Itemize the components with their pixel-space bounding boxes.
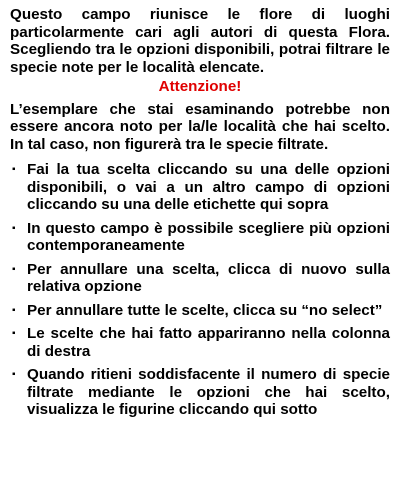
- list-item: [10, 161, 390, 214]
- list-item: [10, 261, 390, 296]
- list-item-text: Per annullare tutte le scelte, clicca su “no select”: [27, 301, 383, 319]
- intro-paragraph: Questo campo riunisce le flore di luoghi particolarmente cari agli autori di questa Flora. Scegliendo tra le opzioni disponibili, potrai filtrare le specie note per le località elencate.: [10, 6, 390, 76]
- list-item-text: Per annullare una scelta, clicca di nuovo sulla relativa opzione: [27, 260, 390, 295]
- bullet-icon: ▪: [12, 222, 16, 234]
- instructions-list: [10, 161, 390, 419]
- list-item-text: In questo campo è possibile scegliere più opzioni contemporaneamente: [27, 219, 390, 254]
- bullet-icon: ▪: [12, 164, 16, 175]
- bullet-icon: ▪: [12, 369, 16, 380]
- warning-title: Attenzione!: [158, 78, 242, 95]
- bullet-icon: ▪: [12, 304, 16, 316]
- warning-paragraph: L’esemplare che stai esaminando potrebbe non essere ancora noto per la/le località che hai scelto. In tal caso, non figurerà tra le specie filtrate.: [10, 100, 390, 153]
- list-item-text: Quando ritieni soddisfacente il numero di specie filtrate mediante le opzioni che hai scelto, visualizza le figurine cliccando qui sotto: [27, 366, 390, 418]
- list-item: [10, 220, 390, 255]
- list-item-text: Le scelte che hai fatto appariranno nella colonna di destra: [27, 325, 390, 360]
- list-item-text: Fai la tua scelta cliccando su una delle opzioni disponibili, o vai a un altro campo di opzioni cliccando su una delle etichette qui sopra: [27, 161, 390, 213]
- bullet-icon: ▪: [12, 328, 16, 339]
- list-item: [10, 302, 390, 320]
- list-item: [10, 366, 390, 419]
- bullet-icon: ▪: [12, 263, 16, 275]
- list-item: [10, 325, 390, 360]
